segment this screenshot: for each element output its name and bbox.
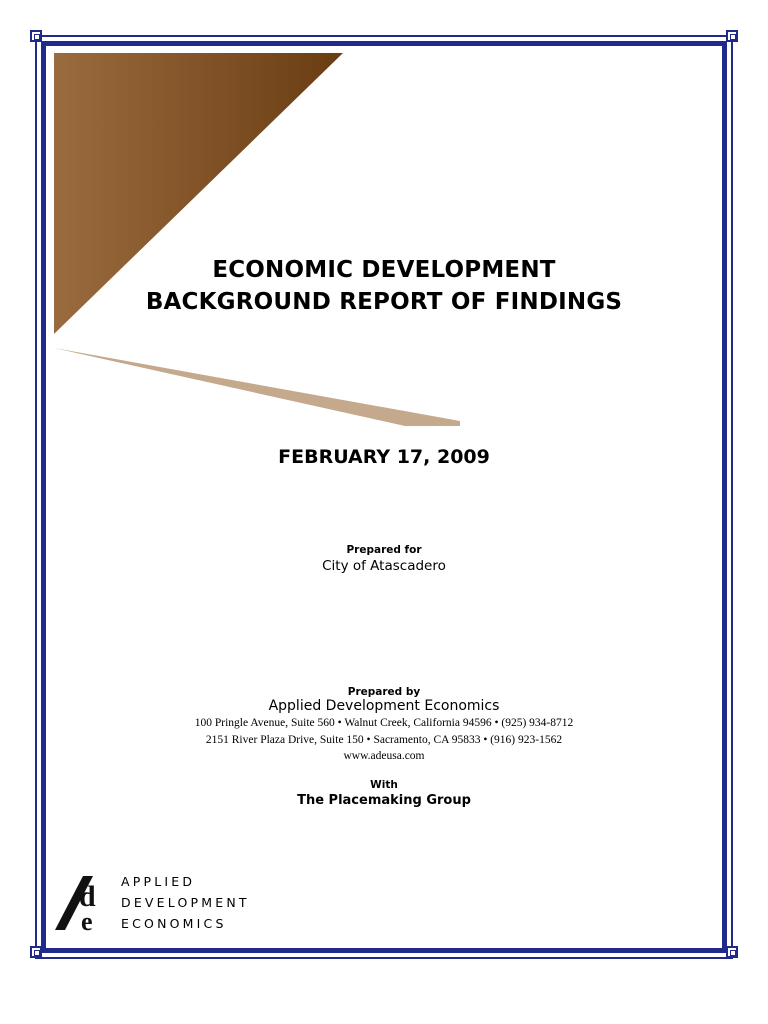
- report-title: [60, 254, 708, 318]
- with-label: With: [370, 779, 398, 791]
- ade-logo-icon: [55, 872, 117, 934]
- client-name: City of Atascadero: [322, 558, 446, 574]
- firm-name: Applied Development Economics: [268, 698, 500, 714]
- title-line-2: BACKGROUND REPORT OF FINDINGS: [145, 289, 623, 315]
- logo-text-line-3: ECONOMICS: [121, 916, 227, 931]
- partner-name: The Placemaking Group: [297, 793, 471, 808]
- svg-text:e: e: [81, 907, 93, 934]
- address-line-1: 100 Pringle Avenue, Suite 560 • Walnut Creek, California 94596 • (925) 934-8712: [194, 717, 574, 729]
- title-line-1: ECONOMIC DEVELOPMENT: [212, 257, 556, 283]
- address-line-2: 2151 River Plaza Drive, Suite 150 • Sacramento, CA 95833 • (916) 923-1562: [205, 734, 563, 746]
- logo-text-line-2: DEVELOPMENT: [121, 895, 250, 910]
- report-date: FEBRUARY 17, 2009: [278, 446, 490, 468]
- svg-text:d: d: [79, 880, 96, 913]
- prepared-by-label: Prepared by: [347, 686, 421, 698]
- logo-text-line-1: APPLIED: [121, 874, 196, 889]
- prepared-for-label: Prepared for: [346, 544, 422, 556]
- website: www.adeusa.com: [343, 750, 425, 762]
- tan-wedge: [54, 348, 460, 426]
